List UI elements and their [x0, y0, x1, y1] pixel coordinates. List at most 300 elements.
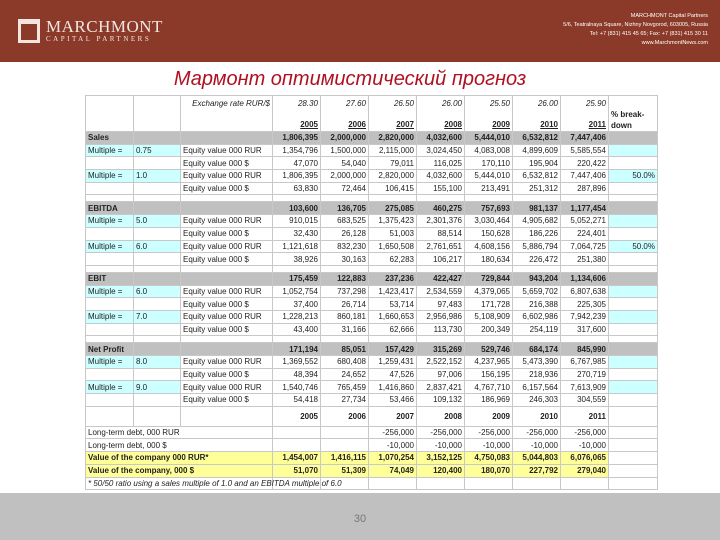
year-label: 2005 — [300, 120, 318, 129]
value-cell: 246,303 — [513, 394, 561, 407]
value-cell: 30,163 — [321, 253, 369, 266]
row-label: Multiple = — [86, 356, 134, 369]
value-cell: 175,459 — [273, 272, 321, 285]
value-cell: 54,040 — [321, 157, 369, 170]
breakdown-cell — [609, 394, 658, 407]
metric-description: Equity value 000 RUR — [181, 240, 273, 253]
value-cell: 186,226 — [513, 227, 561, 240]
empty-cell — [417, 265, 465, 272]
value-cell: 5,444,010 — [465, 132, 513, 145]
value-cell: 27,734 — [321, 394, 369, 407]
slide-title: Мармонт оптимистический прогноз — [173, 68, 527, 90]
multiple-value — [134, 227, 181, 240]
logo-subtitle: CAPITAL PARTNERS — [46, 35, 152, 43]
value-cell: 680,408 — [321, 356, 369, 369]
value-cell: 1,375,423 — [369, 215, 417, 228]
empty-cell — [465, 265, 513, 272]
table-row — [86, 157, 658, 170]
year-label: 2008 — [417, 406, 465, 426]
value-cell: 155,100 — [417, 182, 465, 195]
breakdown-cell — [609, 157, 658, 170]
table-row — [86, 439, 658, 452]
breakdown-cell — [609, 439, 658, 452]
value-cell: 1,416,115 — [321, 452, 369, 465]
empty-cell — [513, 336, 561, 343]
year-header — [561, 96, 609, 132]
empty-cell — [86, 406, 134, 426]
value-cell: 2,301,376 — [417, 215, 465, 228]
value-cell: 97,483 — [417, 298, 465, 311]
row-label: EBITDA — [86, 202, 134, 215]
empty-cell — [609, 265, 658, 272]
value-cell: 1,806,395 — [273, 132, 321, 145]
value-cell: 6,076,065 — [561, 452, 609, 465]
value-cell: 63,830 — [273, 182, 321, 195]
exchange-rate: 26.00 — [441, 99, 462, 108]
header-cell — [134, 96, 181, 132]
value-cell: 4,608,156 — [465, 240, 513, 253]
value-cell: 860,181 — [321, 310, 369, 323]
empty-cell — [465, 195, 513, 202]
breakdown-cell — [609, 356, 658, 369]
value-cell: 1,259,431 — [369, 356, 417, 369]
value-cell: 79,011 — [369, 157, 417, 170]
value-cell: 216,388 — [513, 298, 561, 311]
value-cell: 171,728 — [465, 298, 513, 311]
value-cell: 910,015 — [273, 215, 321, 228]
table-row — [86, 132, 658, 145]
value-cell: 24,652 — [321, 368, 369, 381]
value-cell: 2,820,000 — [369, 170, 417, 183]
exchange-rate: 26.50 — [393, 99, 414, 108]
value-cell: -10,000 — [465, 439, 513, 452]
row-label: Multiple = — [86, 381, 134, 394]
value-cell: 62,283 — [369, 253, 417, 266]
value-cell: 251,312 — [513, 182, 561, 195]
empty-cell — [321, 265, 369, 272]
value-cell: 7,447,406 — [561, 170, 609, 183]
value-cell: 116,025 — [417, 157, 465, 170]
value-cell: 6,532,812 — [513, 132, 561, 145]
value-cell: 765,459 — [321, 381, 369, 394]
breakdown-cell — [609, 298, 658, 311]
value-cell: -10,000 — [513, 439, 561, 452]
value-cell: 460,275 — [417, 202, 465, 215]
multiple-value — [134, 182, 181, 195]
multiple-value — [134, 132, 181, 145]
value-cell: 1,228,213 — [273, 310, 321, 323]
value-cell: 180,634 — [465, 253, 513, 266]
value-cell: 2,820,000 — [369, 132, 417, 145]
value-cell: 7,613,909 — [561, 381, 609, 394]
value-cell: 729,844 — [465, 272, 513, 285]
slide-footer — [0, 493, 720, 540]
multiple-value: 1.0 — [134, 170, 181, 183]
row-label: Multiple = — [86, 240, 134, 253]
value-cell: 5,585,554 — [561, 144, 609, 157]
year-label: 2006 — [321, 406, 369, 426]
row-label: Value of the company, 000 $ — [86, 464, 273, 477]
empty-cell — [181, 195, 273, 202]
metric-description: Equity value 000 $ — [181, 394, 273, 407]
value-cell: 1,134,606 — [561, 272, 609, 285]
value-cell — [465, 477, 513, 490]
value-cell: -256,000 — [561, 426, 609, 439]
value-cell — [321, 439, 369, 452]
value-cell: 122,883 — [321, 272, 369, 285]
exchange-rate: 25.90 — [585, 99, 606, 108]
table-row — [86, 215, 658, 228]
value-cell: 48,394 — [273, 368, 321, 381]
row-label: Multiple = — [86, 144, 134, 157]
header-banner — [0, 0, 720, 62]
year-header — [273, 96, 321, 132]
value-cell: 7,447,406 — [561, 132, 609, 145]
value-cell: 4,750,083 — [465, 452, 513, 465]
value-cell — [513, 477, 561, 490]
row-label — [86, 157, 134, 170]
value-cell: 737,298 — [321, 285, 369, 298]
table-row — [86, 310, 658, 323]
table-row — [86, 336, 658, 343]
table-row — [86, 477, 658, 490]
value-cell: 43,400 — [273, 323, 321, 336]
value-cell: 1,052,754 — [273, 285, 321, 298]
value-cell: 2,522,152 — [417, 356, 465, 369]
value-cell — [273, 439, 321, 452]
year-label: 2007 — [396, 120, 414, 129]
table-row — [86, 195, 658, 202]
value-cell: 47,070 — [273, 157, 321, 170]
exchange-rate: 25.50 — [489, 99, 510, 108]
value-cell: 1,540,746 — [273, 381, 321, 394]
metric-description: Equity value 000 RUR — [181, 381, 273, 394]
metric-description: Equity value 000 $ — [181, 253, 273, 266]
contact-info — [563, 12, 708, 48]
table-row — [86, 182, 658, 195]
value-cell: 5,044,803 — [513, 452, 561, 465]
multiple-value: 9.0 — [134, 381, 181, 394]
table-row — [86, 368, 658, 381]
multiple-value — [134, 253, 181, 266]
phone-fax: Tel: +7 (831) 415 45 65; Fax: +7 (831) 415 30 11 — [589, 31, 708, 37]
table-row — [86, 272, 658, 285]
empty-cell — [181, 406, 273, 426]
value-cell: 832,230 — [321, 240, 369, 253]
row-label: Long-term debt, 000 $ — [86, 439, 273, 452]
row-label: Multiple = — [86, 215, 134, 228]
header-cell — [86, 96, 134, 132]
value-cell: 5,052,271 — [561, 215, 609, 228]
value-cell: 4,767,710 — [465, 381, 513, 394]
value-cell: 72,464 — [321, 182, 369, 195]
value-cell: 47,526 — [369, 368, 417, 381]
empty-cell — [273, 195, 321, 202]
value-cell: 4,032,600 — [417, 170, 465, 183]
website-link[interactable]: www.MarchmontNews.com — [641, 40, 708, 46]
row-label: Long-term debt, 000 RUR — [86, 426, 273, 439]
breakdown-header: % break-down — [609, 96, 658, 132]
value-cell: 62,666 — [369, 323, 417, 336]
table-row — [86, 227, 658, 240]
value-cell: 4,899,609 — [513, 144, 561, 157]
value-cell: 2,000,000 — [321, 132, 369, 145]
value-cell: 5,444,010 — [465, 170, 513, 183]
value-cell: 3,152,125 — [417, 452, 465, 465]
value-cell: 1,177,454 — [561, 202, 609, 215]
multiple-value: 6.0 — [134, 285, 181, 298]
row-label: Multiple = — [86, 310, 134, 323]
value-cell — [417, 477, 465, 490]
value-cell: 200,349 — [465, 323, 513, 336]
value-cell: 4,237,965 — [465, 356, 513, 369]
table-row — [86, 202, 658, 215]
value-cell: 225,305 — [561, 298, 609, 311]
breakdown-cell — [609, 477, 658, 490]
multiple-value: 6.0 — [134, 240, 181, 253]
value-cell: 529,746 — [465, 343, 513, 356]
empty-cell — [561, 336, 609, 343]
empty-cell — [321, 195, 369, 202]
metric-description: Equity value 000 $ — [181, 157, 273, 170]
table-row — [86, 298, 658, 311]
multiple-value: 8.0 — [134, 356, 181, 369]
empty-cell — [513, 265, 561, 272]
value-cell: 136,705 — [321, 202, 369, 215]
value-cell: 251,380 — [561, 253, 609, 266]
metric-description: Equity value 000 $ — [181, 368, 273, 381]
value-cell: 7,942,239 — [561, 310, 609, 323]
multiple-value — [134, 343, 181, 356]
value-cell: 186,969 — [465, 394, 513, 407]
value-cell: 4,905,682 — [513, 215, 561, 228]
value-cell: 51,003 — [369, 227, 417, 240]
row-label — [86, 182, 134, 195]
year-label: 2011 — [561, 406, 609, 426]
empty-cell — [134, 406, 181, 426]
table-row — [86, 240, 658, 253]
value-cell: 26,128 — [321, 227, 369, 240]
table-row — [86, 356, 658, 369]
value-cell — [561, 477, 609, 490]
empty-cell — [369, 336, 417, 343]
value-cell: 5,886,794 — [513, 240, 561, 253]
value-cell: 218,936 — [513, 368, 561, 381]
value-cell: 1,806,395 — [273, 170, 321, 183]
breakdown-cell — [609, 343, 658, 356]
value-cell: 6,602,986 — [513, 310, 561, 323]
row-label — [86, 323, 134, 336]
value-cell: 1,500,000 — [321, 144, 369, 157]
empty-cell — [321, 336, 369, 343]
value-cell: 170,110 — [465, 157, 513, 170]
value-cell: 109,132 — [417, 394, 465, 407]
company-name: MARCHMONT Capital Partners — [630, 13, 708, 19]
year-label: 2010 — [513, 406, 561, 426]
empty-cell — [369, 195, 417, 202]
value-cell: 3,030,464 — [465, 215, 513, 228]
table-row — [86, 170, 658, 183]
table-row — [86, 452, 658, 465]
metric-description: Equity value 000 $ — [181, 323, 273, 336]
row-label — [86, 253, 134, 266]
value-cell: 54,418 — [273, 394, 321, 407]
metric-description: Equity value 000 RUR — [181, 215, 273, 228]
year-label: 2009 — [465, 406, 513, 426]
value-cell: 26,714 — [321, 298, 369, 311]
table-row — [86, 464, 658, 477]
table-row — [86, 343, 658, 356]
empty-cell — [417, 195, 465, 202]
year-header — [369, 96, 417, 132]
value-cell: 51,070 — [273, 464, 321, 477]
multiple-value: 5.0 — [134, 215, 181, 228]
metric-description: Equity value 000 $ — [181, 298, 273, 311]
empty-cell — [273, 336, 321, 343]
row-label — [86, 298, 134, 311]
table-row — [86, 426, 658, 439]
metric-description — [181, 132, 273, 145]
metric-description: Equity value 000 $ — [181, 182, 273, 195]
row-label: EBIT — [86, 272, 134, 285]
value-cell: 120,400 — [417, 464, 465, 477]
value-cell: 156,195 — [465, 368, 513, 381]
year-label: 2011 — [588, 120, 606, 129]
value-cell: 943,204 — [513, 272, 561, 285]
value-cell: 1,354,796 — [273, 144, 321, 157]
breakdown-cell — [609, 323, 658, 336]
empty-cell — [609, 336, 658, 343]
value-cell: -256,000 — [465, 426, 513, 439]
empty-cell — [86, 265, 134, 272]
breakdown-cell: 50.0% — [609, 240, 658, 253]
exchange-rate: 27.60 — [345, 99, 366, 108]
value-cell: 317,600 — [561, 323, 609, 336]
year-label: 2009 — [492, 120, 510, 129]
empty-cell — [86, 195, 134, 202]
breakdown-cell — [609, 202, 658, 215]
empty-cell — [134, 336, 181, 343]
value-cell: 4,032,600 — [417, 132, 465, 145]
metric-description — [181, 272, 273, 285]
breakdown-cell — [609, 452, 658, 465]
empty-cell — [561, 195, 609, 202]
value-cell: 38,926 — [273, 253, 321, 266]
row-label: Net Profit — [86, 343, 134, 356]
page-number: 30 — [353, 513, 367, 525]
table-row — [86, 394, 658, 407]
value-cell: 3,024,450 — [417, 144, 465, 157]
value-cell: 227,792 — [513, 464, 561, 477]
table-row — [86, 253, 658, 266]
value-cell: 1,454,007 — [273, 452, 321, 465]
row-label: Multiple = — [86, 285, 134, 298]
table-row — [86, 323, 658, 336]
multiple-value — [134, 323, 181, 336]
metric-description: Equity value 000 RUR — [181, 170, 273, 183]
value-cell: 1,660,653 — [369, 310, 417, 323]
table-header-row — [86, 96, 658, 132]
multiple-value: 0.75 — [134, 144, 181, 157]
value-cell: 106,217 — [417, 253, 465, 266]
year-header — [465, 96, 513, 132]
value-cell: 684,174 — [513, 343, 561, 356]
value-cell: 195,904 — [513, 157, 561, 170]
value-cell: 6,807,638 — [561, 285, 609, 298]
row-label: * 50/50 ratio using a sales multiple of 1.0 and an EBITDA multiple of 6.0 — [86, 477, 273, 490]
table-row — [86, 381, 658, 394]
metric-description: Equity value 000 RUR — [181, 144, 273, 157]
value-cell: 53,714 — [369, 298, 417, 311]
multiple-value — [134, 157, 181, 170]
value-cell: -256,000 — [369, 426, 417, 439]
value-cell: 7,064,725 — [561, 240, 609, 253]
row-label: Multiple = — [86, 170, 134, 183]
year-label: 2008 — [444, 120, 462, 129]
breakdown-cell — [609, 227, 658, 240]
year-label: 2005 — [273, 406, 321, 426]
breakdown-cell — [609, 464, 658, 477]
empty-cell — [609, 195, 658, 202]
rate-label: Exchange rate RUR/$ — [192, 99, 270, 108]
breakdown-cell — [609, 132, 658, 145]
breakdown-cell — [609, 253, 658, 266]
value-cell: 5,108,909 — [465, 310, 513, 323]
year-label: 2010 — [540, 120, 558, 129]
metric-description: Equity value 000 RUR — [181, 356, 273, 369]
value-cell: 270,719 — [561, 368, 609, 381]
value-cell: 1,416,860 — [369, 381, 417, 394]
breakdown-cell — [609, 144, 658, 157]
value-cell: 254,119 — [513, 323, 561, 336]
value-cell: 220,422 — [561, 157, 609, 170]
value-cell — [369, 477, 417, 490]
year-header — [417, 96, 465, 132]
multiple-value — [134, 272, 181, 285]
value-cell: 103,600 — [273, 202, 321, 215]
exchange-rate: 26.00 — [537, 99, 558, 108]
value-cell: 51,309 — [321, 464, 369, 477]
logo-name: MARCHMONT — [46, 17, 163, 36]
breakdown-cell — [609, 310, 658, 323]
value-cell: 1,369,552 — [273, 356, 321, 369]
breakdown-cell — [609, 285, 658, 298]
value-cell: 1,070,254 — [369, 452, 417, 465]
value-cell: 2,534,559 — [417, 285, 465, 298]
value-cell: 757,693 — [465, 202, 513, 215]
value-cell: 304,559 — [561, 394, 609, 407]
value-cell: 4,379,065 — [465, 285, 513, 298]
value-cell: 224,401 — [561, 227, 609, 240]
value-cell: 113,730 — [417, 323, 465, 336]
value-cell: -256,000 — [417, 426, 465, 439]
value-cell: 2,837,421 — [417, 381, 465, 394]
multiple-value: 7.0 — [134, 310, 181, 323]
breakdown-cell — [609, 215, 658, 228]
multiple-value — [134, 368, 181, 381]
value-cell: 2,956,986 — [417, 310, 465, 323]
multiple-value — [134, 298, 181, 311]
year-header — [321, 96, 369, 132]
value-cell: 74,049 — [369, 464, 417, 477]
address: 5/6, Teatralnaya Square, Nizhny Novgorod, 603005, Russia — [563, 22, 708, 28]
empty-cell — [86, 336, 134, 343]
value-cell: 275,085 — [369, 202, 417, 215]
value-cell — [273, 426, 321, 439]
breakdown-cell — [609, 426, 658, 439]
value-cell: 287,896 — [561, 182, 609, 195]
value-cell: 213,491 — [465, 182, 513, 195]
